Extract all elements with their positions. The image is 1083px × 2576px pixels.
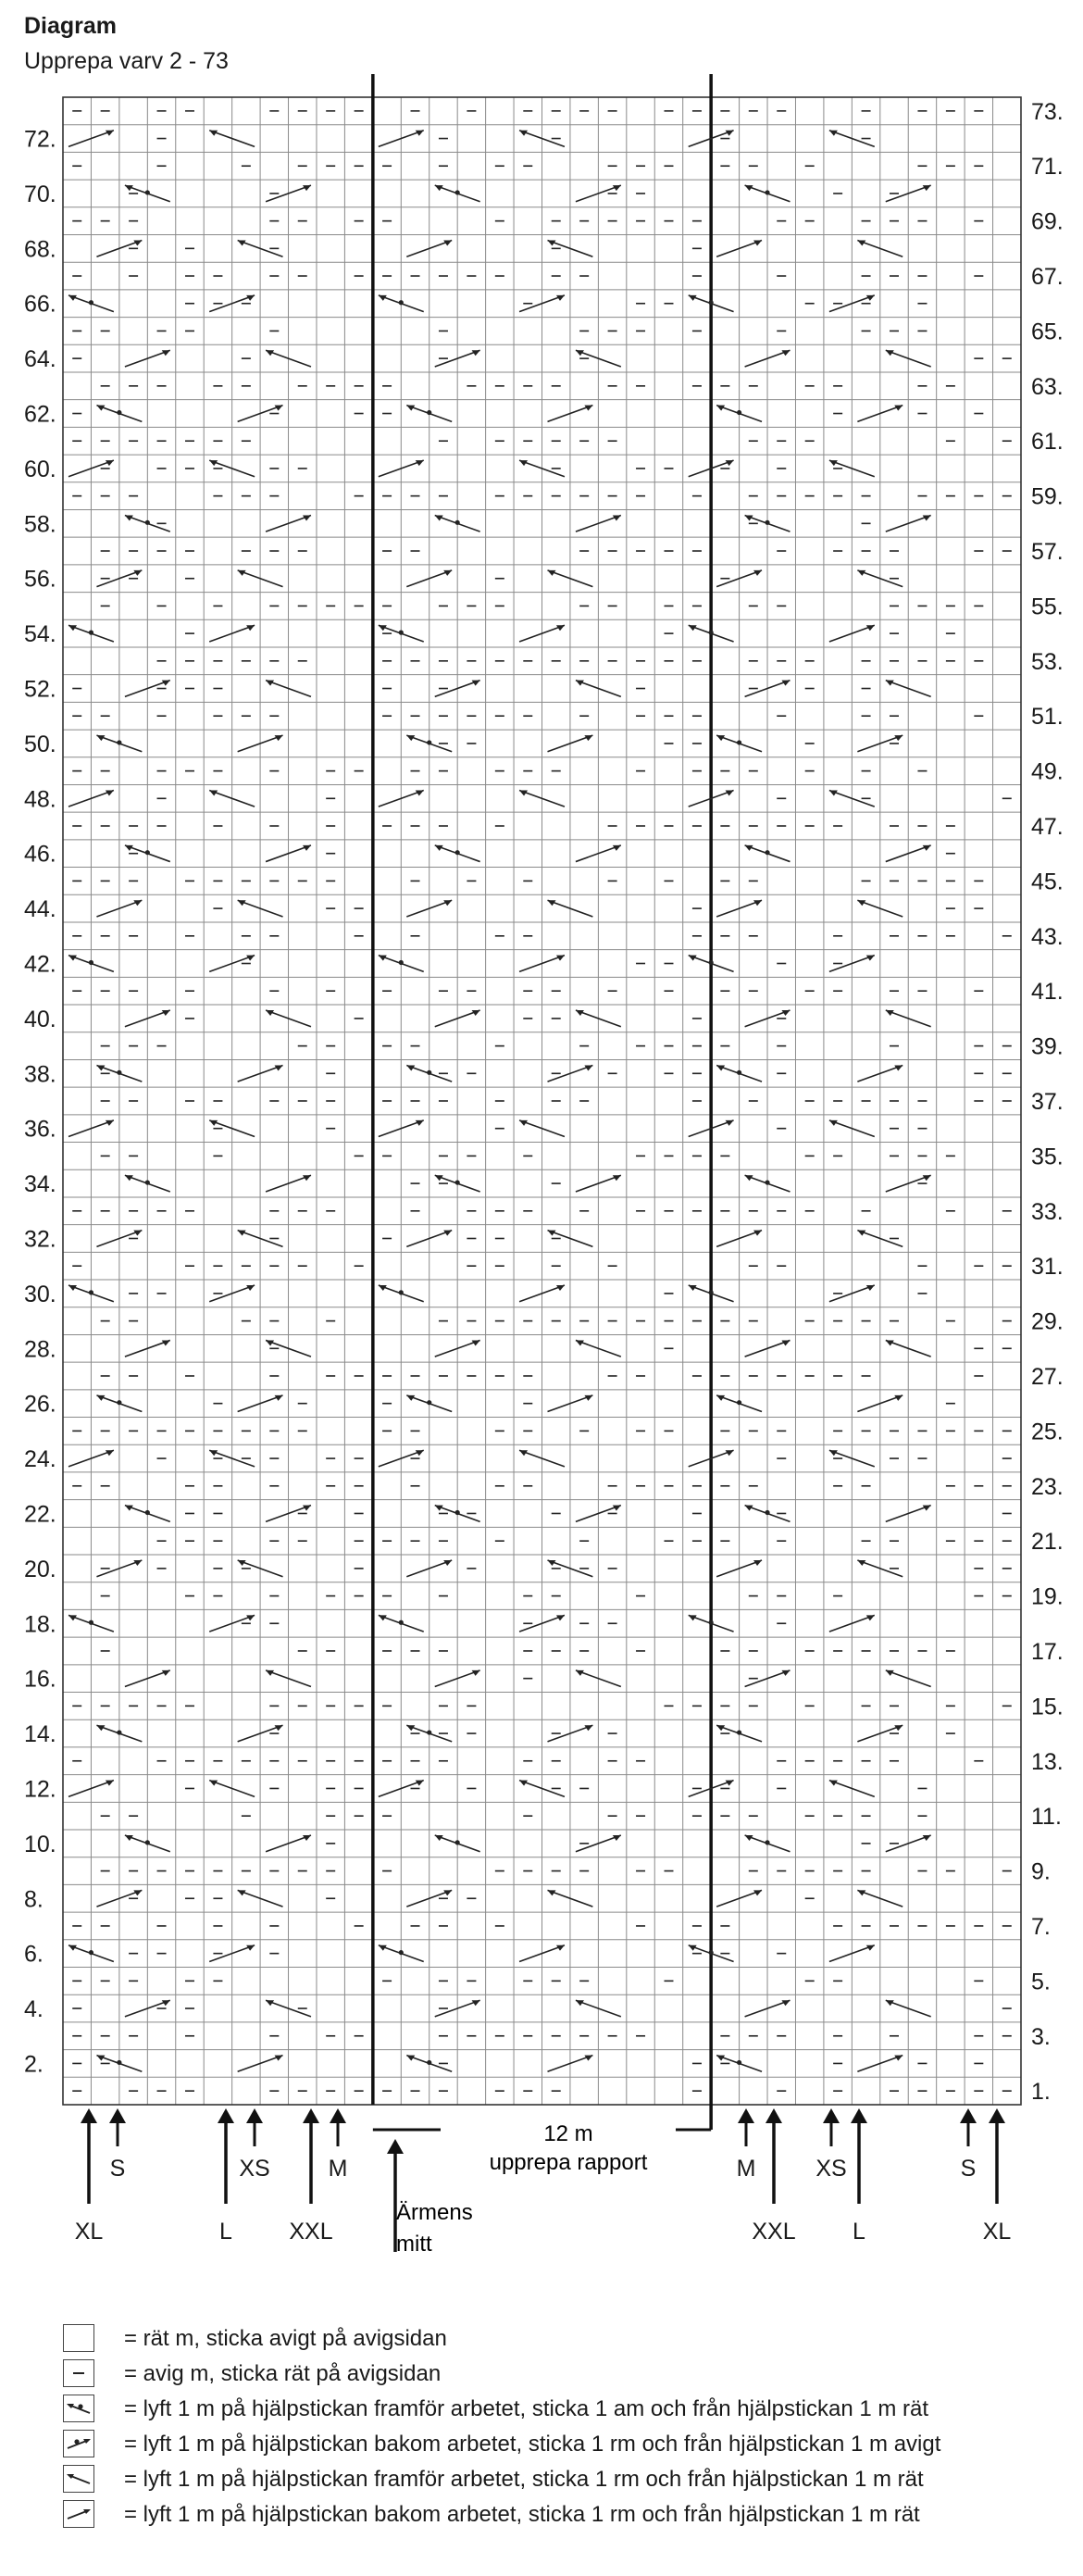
row-label-right: 73. bbox=[1031, 98, 1064, 125]
row-label-left: 72. bbox=[24, 126, 56, 153]
cable-dot bbox=[455, 1180, 460, 1184]
arrow-up-icon bbox=[81, 2108, 97, 2123]
cable-dot bbox=[399, 631, 404, 635]
cable-dot bbox=[399, 1950, 404, 1955]
cable-dot bbox=[737, 1730, 741, 1734]
size-marker-arrow bbox=[218, 2108, 234, 2204]
repeat-label-count: 12 m bbox=[543, 2121, 593, 2146]
row-label-right: 3. bbox=[1031, 2023, 1051, 2050]
cable-dot bbox=[709, 960, 714, 965]
row-label-left: 68. bbox=[24, 236, 56, 263]
cable-dot bbox=[399, 1620, 404, 1625]
row-label-left: 58. bbox=[24, 511, 56, 538]
left-arrow-dot-icon bbox=[63, 2395, 94, 2422]
row-label-left: 16. bbox=[24, 1666, 56, 1693]
legend-text: = lyft 1 m på hjälpstickan bakom arbetet, sticka 1 rm och från hjälpstickan 1 m rät bbox=[124, 2502, 920, 2527]
row-label-left: 36. bbox=[24, 1116, 56, 1143]
row-label-right: 47. bbox=[1031, 814, 1064, 841]
row-label-left: 26. bbox=[24, 1391, 56, 1418]
row-label-left: 66. bbox=[24, 291, 56, 318]
size-marker-label: M bbox=[736, 2156, 756, 2182]
empty-square-icon bbox=[63, 2324, 94, 2352]
row-label-right: 59. bbox=[1031, 483, 1064, 510]
cable-dot bbox=[765, 190, 769, 194]
cable-dot bbox=[399, 300, 404, 305]
row-label-right: 31. bbox=[1031, 1254, 1064, 1281]
size-marker-label: S bbox=[960, 2156, 977, 2182]
legend-item-cable-left bbox=[63, 2465, 1081, 2496]
row-label-right: 1. bbox=[1031, 2079, 1051, 2106]
arrow-up-icon bbox=[246, 2108, 263, 2123]
legend-text: = lyft 1 m på hjälpstickan framför arbetet, sticka 1 am och från hjälpstickan 1 m rät bbox=[124, 2396, 929, 2421]
row-label-right: 55. bbox=[1031, 594, 1064, 620]
cable-dot bbox=[427, 2060, 431, 2065]
arrow-up-icon bbox=[387, 2139, 404, 2154]
chart-grid bbox=[63, 74, 1021, 2130]
cable-dot bbox=[765, 850, 769, 855]
row-label-left: 60. bbox=[24, 456, 56, 482]
size-marker-arrow bbox=[960, 2108, 977, 2146]
dash-square-icon bbox=[63, 2359, 94, 2387]
arrow-up-icon bbox=[989, 2108, 1005, 2123]
row-label-right: 19. bbox=[1031, 1583, 1064, 1610]
legend-item-purl bbox=[63, 2359, 1081, 2391]
cable-dot bbox=[145, 190, 150, 194]
row-label-left: 22. bbox=[24, 1501, 56, 1528]
row-label-left: 44. bbox=[24, 896, 56, 923]
row-label-right: 39. bbox=[1031, 1033, 1064, 1060]
arrow-up-icon bbox=[960, 2108, 977, 2123]
cable-dot bbox=[765, 1840, 769, 1844]
row-label-right: 33. bbox=[1031, 1198, 1064, 1225]
cable-dot bbox=[399, 1290, 404, 1294]
cable-dot bbox=[117, 1400, 121, 1405]
cable-dot bbox=[427, 410, 431, 415]
row-label-left: 10. bbox=[24, 1831, 56, 1857]
cable-dot bbox=[145, 850, 150, 855]
row-label-right: 11. bbox=[1031, 1804, 1062, 1831]
legend-item-knit bbox=[63, 2324, 1081, 2356]
row-label-left: 24. bbox=[24, 1446, 56, 1473]
row-label-right: 57. bbox=[1031, 539, 1064, 566]
arrow-up-icon bbox=[330, 2108, 346, 2123]
size-marker-arrow bbox=[303, 2108, 319, 2204]
size-marker-label: XS bbox=[239, 2156, 270, 2182]
cable-dot bbox=[89, 631, 93, 635]
size-marker-label: XXL bbox=[752, 2219, 796, 2245]
row-label-right: 37. bbox=[1031, 1089, 1064, 1115]
repeat-label-text: upprepa rapport bbox=[489, 2150, 648, 2175]
size-marker-arrow bbox=[330, 2108, 346, 2146]
row-label-right: 9. bbox=[1031, 1858, 1051, 1885]
cable-dot bbox=[709, 1950, 714, 1955]
row-label-left: 4. bbox=[24, 1996, 44, 2023]
cable-dot bbox=[709, 1290, 714, 1294]
row-label-left: 30. bbox=[24, 1281, 56, 1307]
cable-dot bbox=[145, 1510, 150, 1515]
row-label-right: 21. bbox=[1031, 1529, 1064, 1556]
size-marker-label: XS bbox=[815, 2156, 847, 2182]
row-label-right: 29. bbox=[1031, 1308, 1064, 1335]
cable-dot bbox=[709, 300, 714, 305]
row-label-right: 41. bbox=[1031, 979, 1064, 1006]
row-label-left: 70. bbox=[24, 181, 56, 207]
cable-dot bbox=[455, 850, 460, 855]
cable-dot bbox=[117, 1070, 121, 1075]
cable-dot bbox=[89, 960, 93, 965]
row-label-left: 62. bbox=[24, 401, 56, 428]
legend-text: = lyft 1 m på hjälpstickan bakom arbetet, sticka 1 rm och från hjälpstickan 1 m avigt bbox=[124, 2432, 941, 2457]
row-label-left: 46. bbox=[24, 841, 56, 868]
row-label-right: 49. bbox=[1031, 758, 1064, 785]
size-marker-label: XL bbox=[982, 2219, 1012, 2245]
legend-item-cable-right-purl bbox=[63, 2430, 1081, 2461]
row-label-left: 12. bbox=[24, 1776, 56, 1803]
row-label-right: 25. bbox=[1031, 1419, 1064, 1445]
page-subtitle: Upprepa varv 2 - 73 bbox=[24, 48, 229, 74]
right-arrow-icon bbox=[63, 2500, 94, 2528]
row-label-right: 7. bbox=[1031, 1913, 1051, 1940]
cable-dot bbox=[455, 1510, 460, 1515]
cable-dot bbox=[765, 1180, 769, 1184]
size-marker-label: XL bbox=[74, 2219, 104, 2245]
row-label-right: 63. bbox=[1031, 373, 1064, 400]
right-arrow-dot-icon bbox=[63, 2430, 94, 2457]
cable-dot bbox=[765, 1510, 769, 1515]
row-label-right: 67. bbox=[1031, 264, 1064, 291]
cable-dot bbox=[145, 520, 150, 525]
left-arrow-icon bbox=[63, 2465, 94, 2493]
row-label-left: 50. bbox=[24, 731, 56, 757]
row-label-left: 38. bbox=[24, 1061, 56, 1088]
row-label-right: 13. bbox=[1031, 1748, 1064, 1775]
row-label-right: 5. bbox=[1031, 1969, 1051, 1995]
row-label-right: 65. bbox=[1031, 319, 1064, 345]
sleeve-center-label-1: Ärmens bbox=[396, 2200, 473, 2225]
arrow-up-icon bbox=[109, 2108, 126, 2123]
row-label-right: 53. bbox=[1031, 648, 1064, 675]
row-label-left: 64. bbox=[24, 346, 56, 373]
arrow-up-icon bbox=[851, 2108, 867, 2123]
size-marker-arrow bbox=[738, 2108, 754, 2146]
legend-text: = rät m, sticka avigt på avigsidan bbox=[124, 2326, 447, 2351]
row-label-right: 23. bbox=[1031, 1473, 1064, 1500]
cable-dot bbox=[455, 190, 460, 194]
row-label-left: 42. bbox=[24, 951, 56, 978]
cable-dot bbox=[427, 1400, 431, 1405]
cable-dot bbox=[737, 410, 741, 415]
row-label-left: 54. bbox=[24, 621, 56, 648]
cable-dot bbox=[89, 300, 93, 305]
row-label-right: 17. bbox=[1031, 1638, 1064, 1665]
row-label-right: 43. bbox=[1031, 923, 1064, 950]
cable-dot bbox=[455, 1840, 460, 1844]
legend-text: = avig m, sticka rät på avigsidan bbox=[124, 2361, 442, 2386]
cable-dot bbox=[89, 1950, 93, 1955]
size-marker-label: L bbox=[219, 2219, 232, 2245]
size-marker-arrow bbox=[989, 2108, 1005, 2204]
arrow-up-icon bbox=[303, 2108, 319, 2123]
cable-dot bbox=[117, 1730, 121, 1734]
row-label-right: 61. bbox=[1031, 429, 1064, 456]
cable-dot bbox=[737, 1070, 741, 1075]
size-marker-label: L bbox=[853, 2219, 865, 2245]
row-label-left: 14. bbox=[24, 1721, 56, 1748]
size-marker-arrow bbox=[823, 2108, 840, 2146]
legend-text: = lyft 1 m på hjälpstickan framför arbetet, sticka 1 rm och från hjälpstickan 1 m rät bbox=[124, 2467, 924, 2492]
row-label-right: 69. bbox=[1031, 208, 1064, 235]
cable-dot bbox=[765, 520, 769, 525]
arrow-up-icon bbox=[823, 2108, 840, 2123]
cable-dot bbox=[737, 2060, 741, 2065]
size-marker-label: S bbox=[109, 2156, 126, 2182]
size-marker-arrow bbox=[81, 2108, 97, 2204]
cable-dot bbox=[117, 2060, 121, 2065]
cable-dot bbox=[89, 1290, 93, 1294]
row-label-left: 48. bbox=[24, 786, 56, 813]
cable-dot bbox=[737, 740, 741, 744]
size-marker-arrow bbox=[851, 2108, 867, 2204]
cable-dot bbox=[117, 740, 121, 744]
cable-dot bbox=[455, 520, 460, 525]
size-marker-arrow bbox=[246, 2108, 263, 2146]
row-label-right: 27. bbox=[1031, 1363, 1064, 1390]
legend-item-cable-right bbox=[63, 2500, 1081, 2532]
row-label-right: 45. bbox=[1031, 869, 1064, 895]
sleeve-center-label-2: mitt bbox=[396, 2232, 432, 2257]
row-label-left: 28. bbox=[24, 1336, 56, 1363]
row-label-right: 71. bbox=[1031, 154, 1064, 181]
row-label-left: 34. bbox=[24, 1171, 56, 1198]
row-label-left: 52. bbox=[24, 676, 56, 703]
cable-dot bbox=[737, 1400, 741, 1405]
arrow-up-icon bbox=[738, 2108, 754, 2123]
cable-dot bbox=[427, 1070, 431, 1075]
cable-dot bbox=[709, 631, 714, 635]
arrow-up-icon bbox=[218, 2108, 234, 2123]
cable-dot bbox=[145, 1840, 150, 1844]
row-label-left: 40. bbox=[24, 1006, 56, 1032]
cable-dot bbox=[427, 740, 431, 744]
cable-dot bbox=[399, 960, 404, 965]
cable-dot bbox=[145, 1180, 150, 1184]
row-label-left: 20. bbox=[24, 1556, 56, 1582]
cable-dot bbox=[427, 1730, 431, 1734]
row-label-left: 18. bbox=[24, 1611, 56, 1638]
row-label-right: 51. bbox=[1031, 704, 1064, 731]
legend-item-cable-left-purl bbox=[63, 2395, 1081, 2426]
chart-symbols bbox=[68, 111, 1012, 2091]
row-label-right: 35. bbox=[1031, 1144, 1064, 1170]
arrow-up-icon bbox=[766, 2108, 782, 2123]
size-marker-label: M bbox=[328, 2156, 348, 2182]
size-marker-arrow bbox=[766, 2108, 782, 2204]
size-marker-label: XXL bbox=[289, 2219, 333, 2245]
size-marker-arrow bbox=[109, 2108, 126, 2146]
row-label-left: 2. bbox=[24, 2051, 44, 2078]
page-title: Diagram bbox=[24, 13, 118, 39]
row-label-left: 32. bbox=[24, 1226, 56, 1253]
cable-dot bbox=[117, 410, 121, 415]
row-label-left: 8. bbox=[24, 1886, 44, 1913]
cable-dot bbox=[709, 1620, 714, 1625]
row-label-right: 15. bbox=[1031, 1694, 1064, 1720]
row-label-left: 6. bbox=[24, 1941, 44, 1968]
row-label-left: 56. bbox=[24, 566, 56, 593]
cable-dot bbox=[89, 1620, 93, 1625]
